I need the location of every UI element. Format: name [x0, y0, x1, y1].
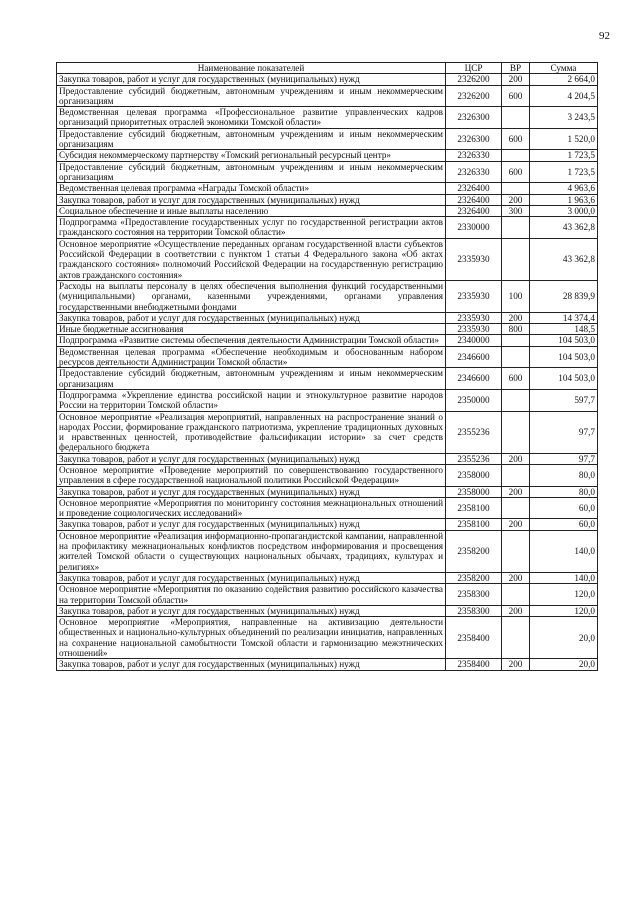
- table-header-row: [57, 63, 598, 74]
- table-row: [57, 217, 598, 239]
- cell-csr: 2326200: [446, 74, 502, 85]
- table-row: [57, 150, 598, 161]
- cell-sum: 120,0: [530, 584, 598, 606]
- cell-csr: 2358200: [446, 530, 502, 572]
- cell-vr: [502, 530, 530, 572]
- cell-sum: 4 204,5: [530, 85, 598, 107]
- cell-sum: 1 963,6: [530, 194, 598, 205]
- cell-vr: [502, 617, 530, 659]
- cell-vr: 200: [502, 605, 530, 616]
- cell-sum: 20,0: [530, 617, 598, 659]
- cell-name: Основное мероприятие «Мероприятия по мониторингу состояния межнациональных отношений и проведение социологических исследований»: [57, 497, 446, 519]
- cell-csr: 2358000: [446, 464, 502, 486]
- table-row: [57, 335, 598, 346]
- cell-vr: 200: [502, 659, 530, 670]
- table-body: [57, 74, 598, 670]
- cell-csr: 2355236: [446, 453, 502, 464]
- cell-vr: [502, 497, 530, 519]
- cell-csr: 2358100: [446, 497, 502, 519]
- cell-vr: 600: [502, 161, 530, 183]
- cell-csr: 2358300: [446, 584, 502, 606]
- table-row: [57, 205, 598, 216]
- cell-sum: 60,0: [530, 497, 598, 519]
- cell-csr: 2326300: [446, 128, 502, 150]
- cell-csr: 2335930: [446, 324, 502, 335]
- cell-name: Расходы на выплаты персоналу в целях обеспечения выполнения функций государственными (муниципальными) органами, казенными учреждениями, органами управления государственными внебюджетными фондами: [57, 280, 446, 312]
- cell-name: Ведомственная целевая программа «Обеспечение необходимым и обоснованным набором ресурсов деятельности Администрации Томской области»: [57, 346, 446, 368]
- cell-sum: 140,0: [530, 572, 598, 583]
- cell-sum: 2 664,0: [530, 74, 598, 85]
- budget-table: [56, 62, 598, 671]
- cell-csr: 2358300: [446, 605, 502, 616]
- cell-vr: [502, 150, 530, 161]
- cell-sum: 140,0: [530, 530, 598, 572]
- table-row: [57, 128, 598, 150]
- cell-csr: 2350000: [446, 389, 502, 411]
- cell-sum: 43 362,8: [530, 238, 598, 280]
- table-row: [57, 183, 598, 194]
- cell-sum: 1 520,0: [530, 128, 598, 150]
- cell-name: Основное мероприятие «Мероприятия по оказанию содействия развитию российского казачества на территории Томской области»: [57, 584, 446, 606]
- table-row: [57, 238, 598, 280]
- cell-vr: [502, 464, 530, 486]
- cell-name: Закупка товаров, работ и услуг для государственных (муниципальных) нужд: [57, 74, 446, 85]
- cell-sum: 14 374,4: [530, 312, 598, 323]
- cell-sum: 20,0: [530, 659, 598, 670]
- cell-name: Закупка товаров, работ и услуг для государственных (муниципальных) нужд: [57, 486, 446, 497]
- cell-name: Предоставление субсидий бюджетным, автономным учреждениям и иным некоммерческим организациям: [57, 85, 446, 107]
- cell-vr: [502, 238, 530, 280]
- cell-sum: 4 963,6: [530, 183, 598, 194]
- cell-name: Подпрограмма «Укрепление единства российской нации и этнокультурное развитие народов России на территории Томской области»: [57, 389, 446, 411]
- cell-vr: [502, 584, 530, 606]
- cell-name: Подпрограмма «Развитие системы обеспечения деятельности Администрации Томской области»: [57, 335, 446, 346]
- table-row: [57, 453, 598, 464]
- cell-name: Ведомственная целевая программа «Профессиональное развитие управленческих кадров организаций приоритетных отраслей экономики Томской области»: [57, 107, 446, 129]
- column-header-csr: ЦСР: [446, 63, 502, 74]
- cell-name: Основное мероприятие «Реализация мероприятий, направленных на распространение знаний о народах России, формирование гражданского патриотизма, укрепление традиционных духовных и нравственных ценностей, противодействие фальсификации истории» за счет средств федерального бюджета: [57, 411, 446, 453]
- cell-csr: 2355236: [446, 411, 502, 453]
- cell-name: Закупка товаров, работ и услуг для государственных (муниципальных) нужд: [57, 572, 446, 583]
- cell-sum: 120,0: [530, 605, 598, 616]
- table-row: [57, 497, 598, 519]
- cell-name: Закупка товаров, работ и услуг для государственных (муниципальных) нужд: [57, 194, 446, 205]
- cell-name: Закупка товаров, работ и услуг для государственных (муниципальных) нужд: [57, 605, 446, 616]
- cell-csr: 2326300: [446, 107, 502, 129]
- table-row: [57, 194, 598, 205]
- cell-vr: 200: [502, 74, 530, 85]
- cell-sum: 97,7: [530, 453, 598, 464]
- cell-name: Социальное обеспечение и иные выплаты населению: [57, 205, 446, 216]
- cell-vr: 800: [502, 324, 530, 335]
- table-row: [57, 74, 598, 85]
- cell-sum: 104 503,0: [530, 335, 598, 346]
- table-row: [57, 280, 598, 312]
- cell-sum: 3 000,0: [530, 205, 598, 216]
- cell-vr: [502, 335, 530, 346]
- cell-vr: 200: [502, 194, 530, 205]
- table-row: [57, 572, 598, 583]
- cell-vr: 300: [502, 205, 530, 216]
- cell-csr: 2358400: [446, 617, 502, 659]
- cell-name: Основное мероприятие «Мероприятия, направленные на активизацию деятельности общественных и национально-культурных объединений по реализации инициатив, направленных на сохранение национальной самобытности Томской области и гармонизацию межэтнических отношений»: [57, 617, 446, 659]
- cell-sum: 28 839,9: [530, 280, 598, 312]
- column-header-vr: ВР: [502, 63, 530, 74]
- cell-name: Предоставление субсидий бюджетным, автономным учреждениям и иным некоммерческим организациям: [57, 128, 446, 150]
- cell-name: Подпрограмма «Предоставление государственных услуг по государственной регистрации актов гражданского состояния на территории Томской области»: [57, 217, 446, 239]
- cell-csr: 2335930: [446, 280, 502, 312]
- cell-vr: 100: [502, 280, 530, 312]
- cell-name: Закупка товаров, работ и услуг для государственных (муниципальных) нужд: [57, 453, 446, 464]
- cell-name: Закупка товаров, работ и услуг для государственных (муниципальных) нужд: [57, 519, 446, 530]
- cell-csr: 2340000: [446, 335, 502, 346]
- cell-name: Основное мероприятие «Реализация информационно-пропагандистской кампании, направленной на профилактику межнациональных конфликтов посредством информирования и просвещения жителей Томской области о существующих национальных обычаях, традициях, культурах и религиях»: [57, 530, 446, 572]
- table-row: [57, 659, 598, 670]
- table-row: [57, 617, 598, 659]
- cell-sum: 1 723,5: [530, 161, 598, 183]
- cell-vr: 600: [502, 85, 530, 107]
- table-row: [57, 530, 598, 572]
- page-number: 92: [599, 30, 610, 42]
- cell-sum: 148,5: [530, 324, 598, 335]
- cell-csr: 2326330: [446, 150, 502, 161]
- table-row: [57, 584, 598, 606]
- cell-csr: 2358400: [446, 659, 502, 670]
- cell-name: Иные бюджетные ассигнования: [57, 324, 446, 335]
- cell-vr: 600: [502, 368, 530, 390]
- table-row: [57, 312, 598, 323]
- cell-vr: [502, 346, 530, 368]
- cell-csr: 2326400: [446, 205, 502, 216]
- table-row: [57, 346, 598, 368]
- cell-name: Субсидия некоммерческому партнерству «Томский региональный ресурсный центр»: [57, 150, 446, 161]
- cell-vr: 200: [502, 486, 530, 497]
- cell-csr: 2358000: [446, 486, 502, 497]
- column-header-name: Наименование показателей: [57, 63, 446, 74]
- cell-csr: 2346600: [446, 368, 502, 390]
- cell-name: Основное мероприятие «Осуществление переданных органам государственной власти субъектов Российской Федерации в соответствии с пунктом 1 статьи 4 Федерального закона «Об актах гражданского состояния» полномочий Российской Федерации на государственную регистрацию актов гражданского состояния»: [57, 238, 446, 280]
- cell-vr: 200: [502, 312, 530, 323]
- table-row: [57, 107, 598, 129]
- cell-sum: 597,7: [530, 389, 598, 411]
- cell-csr: 2358100: [446, 519, 502, 530]
- cell-sum: 97,7: [530, 411, 598, 453]
- table-row: [57, 85, 598, 107]
- cell-sum: 104 503,0: [530, 346, 598, 368]
- cell-vr: [502, 217, 530, 239]
- cell-sum: 43 362,8: [530, 217, 598, 239]
- cell-name: Предоставление субсидий бюджетным, автономным учреждениям и иным некоммерческим организациям: [57, 368, 446, 390]
- table-row: [57, 411, 598, 453]
- cell-name: Закупка товаров, работ и услуг для государственных (муниципальных) нужд: [57, 312, 446, 323]
- cell-sum: 1 723,5: [530, 150, 598, 161]
- table-row: [57, 519, 598, 530]
- table-row: [57, 486, 598, 497]
- column-header-sum: Сумма: [530, 63, 598, 74]
- table-row: [57, 368, 598, 390]
- cell-vr: 600: [502, 128, 530, 150]
- cell-vr: 200: [502, 519, 530, 530]
- cell-sum: 60,0: [530, 519, 598, 530]
- cell-vr: [502, 183, 530, 194]
- cell-csr: 2326400: [446, 194, 502, 205]
- cell-csr: 2330000: [446, 217, 502, 239]
- cell-name: Ведомственная целевая программа «Награды Томской области»: [57, 183, 446, 194]
- cell-vr: 200: [502, 572, 530, 583]
- cell-name: Закупка товаров, работ и услуг для государственных (муниципальных) нужд: [57, 659, 446, 670]
- cell-csr: 2326200: [446, 85, 502, 107]
- cell-vr: [502, 107, 530, 129]
- cell-csr: 2335930: [446, 238, 502, 280]
- cell-name: Основное мероприятие «Проведение мероприятий по совершенствованию государственного управления в сфере государственной национальной политики Российской Федерации»: [57, 464, 446, 486]
- table-row: [57, 324, 598, 335]
- cell-sum: 80,0: [530, 486, 598, 497]
- table-row: [57, 161, 598, 183]
- table-row: [57, 464, 598, 486]
- cell-csr: 2358200: [446, 572, 502, 583]
- table-row: [57, 389, 598, 411]
- cell-sum: 104 503,0: [530, 368, 598, 390]
- cell-sum: 80,0: [530, 464, 598, 486]
- table-row: [57, 605, 598, 616]
- cell-name: Предоставление субсидий бюджетным, автономным учреждениям и иным некоммерческим организациям: [57, 161, 446, 183]
- cell-csr: 2326400: [446, 183, 502, 194]
- cell-vr: [502, 389, 530, 411]
- cell-vr: [502, 411, 530, 453]
- cell-sum: 3 243,5: [530, 107, 598, 129]
- cell-vr: 200: [502, 453, 530, 464]
- cell-csr: 2335930: [446, 312, 502, 323]
- cell-csr: 2346600: [446, 346, 502, 368]
- cell-csr: 2326330: [446, 161, 502, 183]
